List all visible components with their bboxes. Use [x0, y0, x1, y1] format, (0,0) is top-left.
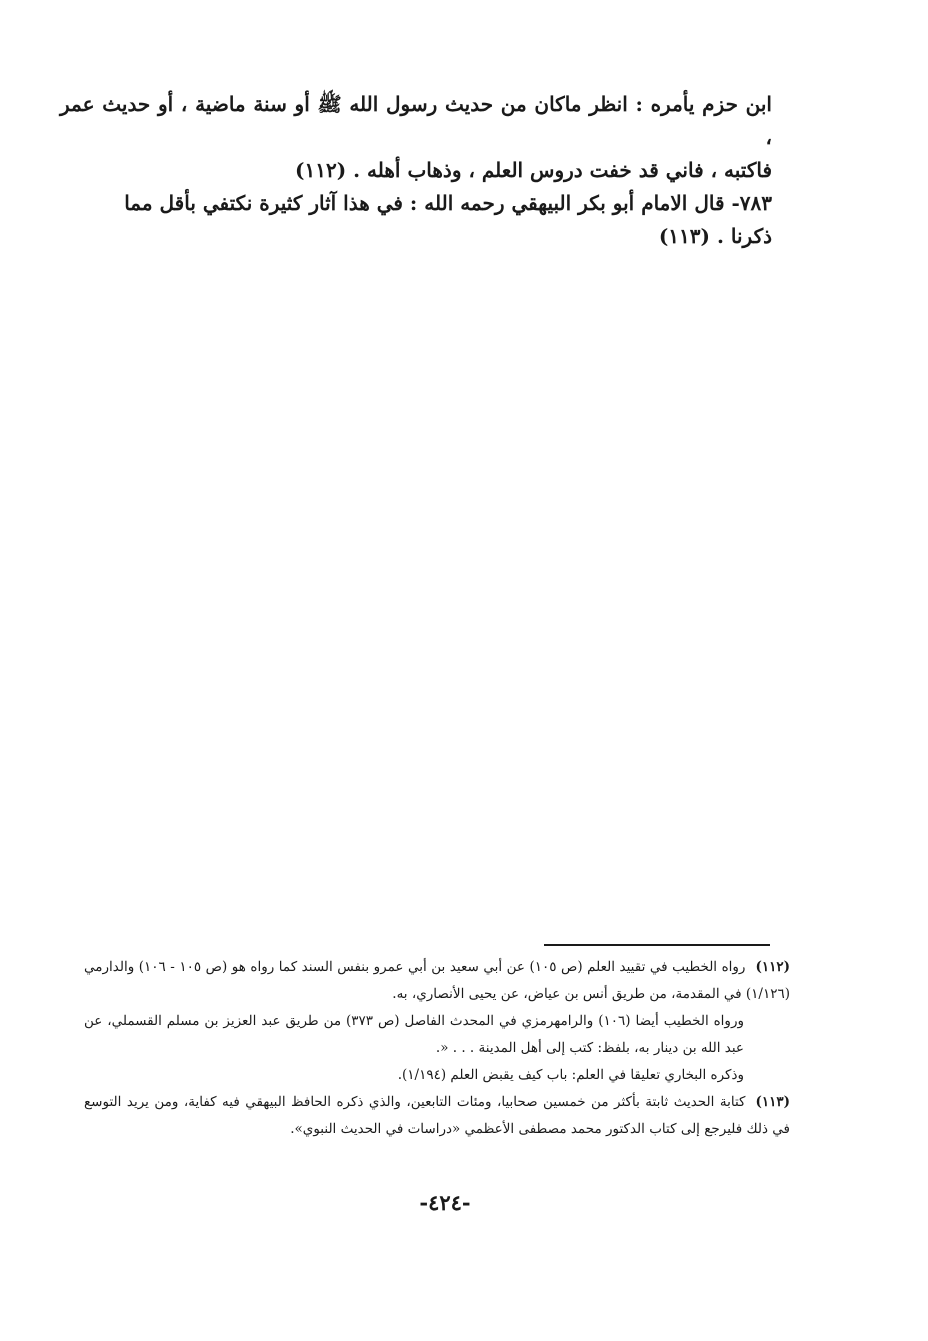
- footnote-paragraph: ورواه الخطيب أيضا (١٠٦) والرامهرمزي في المحدث الفاصل (ص ٣٧٣) من طريق عبد العزيز بن مسلم القسملي، عن عبد الله بن دينار به، بلفظ: كتب إلى أهل المدينة . . . «.: [84, 1013, 744, 1056]
- body-line: فاكتبه ، فاني قد خفت دروس العلم ، وذهاب أهله . (١١٢): [294, 158, 772, 182]
- footnote-number: (١١٣): [755, 1094, 790, 1110]
- footnote-112: [84, 954, 790, 1008]
- footnote-113: [84, 1089, 790, 1143]
- footnote-paragraph: وذكره البخاري تعليقا في العلم: باب كيف يقبض العلم (١/١٩٤).: [397, 1067, 744, 1083]
- page-number: -٤٢٤-: [419, 1190, 471, 1215]
- footnote-text: كتابة الحديث ثابتة بأكثر من خمسين صحابيا، ومئات التابعين، والذي ذكره الحافظ البيهقي فيه كفاية، ومن يريد التوسع في ذلك فليرجع إلى كتاب الدكتور محمد مصطفى الأعظمي «دراسات في الحديث النبوي».: [84, 1094, 790, 1137]
- footnotes: [84, 954, 790, 1143]
- main-text: [60, 88, 772, 253]
- footnote-separator: [544, 944, 770, 946]
- body-line: ابن حزم يأمره : انظر ماكان من حديث رسول الله ﷺ أو سنة ماضية ، أو حديث عمر ،: [60, 92, 772, 149]
- body-line: ٧٨٣- قال الامام أبو بكر البيهقي رحمه الله : في هذا آثار كثيرة نكتفي بأقل مما: [124, 191, 772, 215]
- body-line: ذكرنا . (١١٣): [658, 224, 772, 248]
- footnote-number: (١١٢): [755, 959, 790, 975]
- footnote-text: رواه الخطيب في تقييد العلم (ص ١٠٥) عن أبي سعيد بن أبي عمرو بنفس السند كما رواه هو (ص ١٠٥ - ١٠٦) والدارمي (١/١٢٦) في المقدمة، من طريق أنس بن عياض، عن يحيى الأنصاري، به.: [84, 959, 790, 1002]
